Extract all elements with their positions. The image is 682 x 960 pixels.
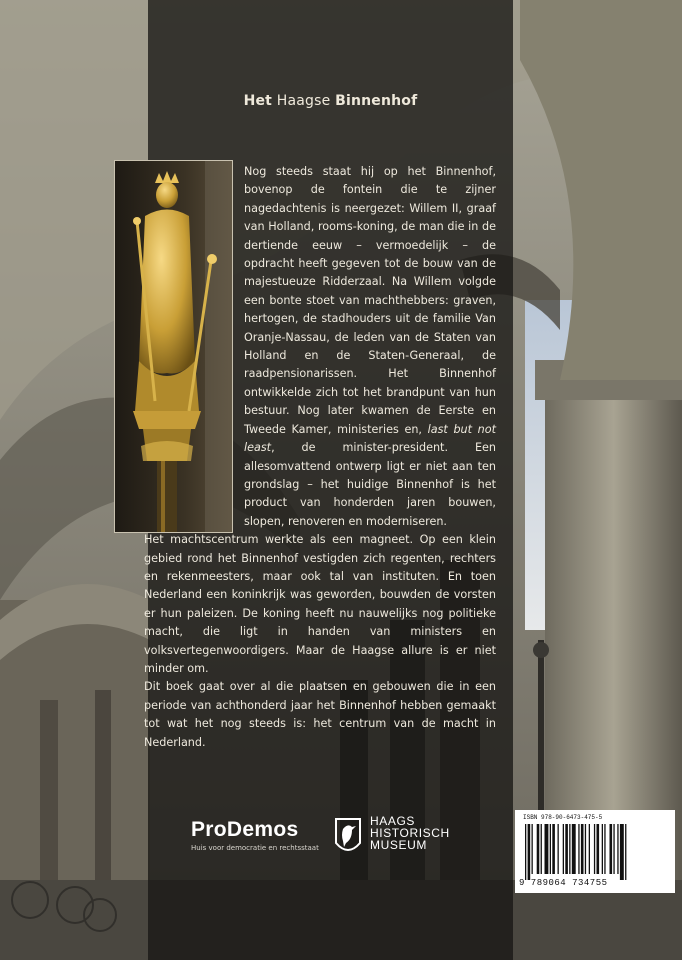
barcode-digits: 9 789064 734755 <box>519 878 608 888</box>
isbn-barcode <box>515 810 675 893</box>
prodemos-logo <box>191 818 319 852</box>
barcode-bars <box>521 824 669 880</box>
book-title: Het Haagse Binnenhof <box>243 93 418 109</box>
italic-phrase: last but not least <box>244 422 496 455</box>
statue-photo <box>114 160 233 533</box>
haags-historisch-museum-logo <box>330 815 480 865</box>
back-cover-text <box>144 163 496 752</box>
museum-line-3: MUSEUM <box>370 838 427 852</box>
paragraph-3: Dit boek gaat over al die plaatsen en gebouwen die in een periode van achthonderd jaar het Binnenhof hebben gemaakt tot wat het nog steeds is: het centrum van de macht in Nederland. <box>144 680 496 749</box>
isbn-label: ISBN 978-90-6473-475-5 <box>523 814 603 821</box>
paragraph-1: Nog steeds staat hij op het Binnenhof, bovenop de fontein die te zijner nagedachtenis is neergezet: Willem II, graaf van Holland, rooms-koning, de man die in de dertiende eeuw – vermoedelijk – de opdracht heeft gegeven tot de bouw van de majestueuze Ridderzaal. Na Willem volgde een bonte stoet van machthebbers: graven, hertogen, de stadhouders uit de familie Van Oranje-Nassau, de leden van de Staten van Holland en de Staten-Generaal, de raadpensionarissen. Het Binnenhof ontwikkelde zich tot het brandpunt van hun bestuur. Nog later kwamen de Eerste en Tweede Kamer, ministeries en, last but not least, de minister-president. Een allesomvattend ontwerp ligt er niet aan ten grondslag – het huidige Binnenhof is het product van honderden jaren bouwen, slopen, renoveren en moderniseren. <box>244 165 496 528</box>
stork-emblem-icon <box>332 817 364 857</box>
prodemos-name: ProDemos <box>191 818 299 841</box>
museum-line-2: HISTORISCH <box>370 826 450 840</box>
museum-line-1: HAAGS <box>370 814 416 828</box>
paragraph-2: Het machtscentrum werkte als een magneet. Op een klein gebied rond het Binnenhof vestigden zich regenten, rechters en rekenmeesters, maar ook tal van instituten. En toen Nederland een koninkrijk was geworden, bouwden de vorsten er hun paleizen. De koning heeft nu nauwelijks nog politieke macht, die ligt in handen van ministers en volksvertegenwoordigers. Maar de Haagse allure is er niet minder om. <box>144 533 496 675</box>
prodemos-tagline: Huis voor democratie en rechtsstaat <box>191 844 319 852</box>
